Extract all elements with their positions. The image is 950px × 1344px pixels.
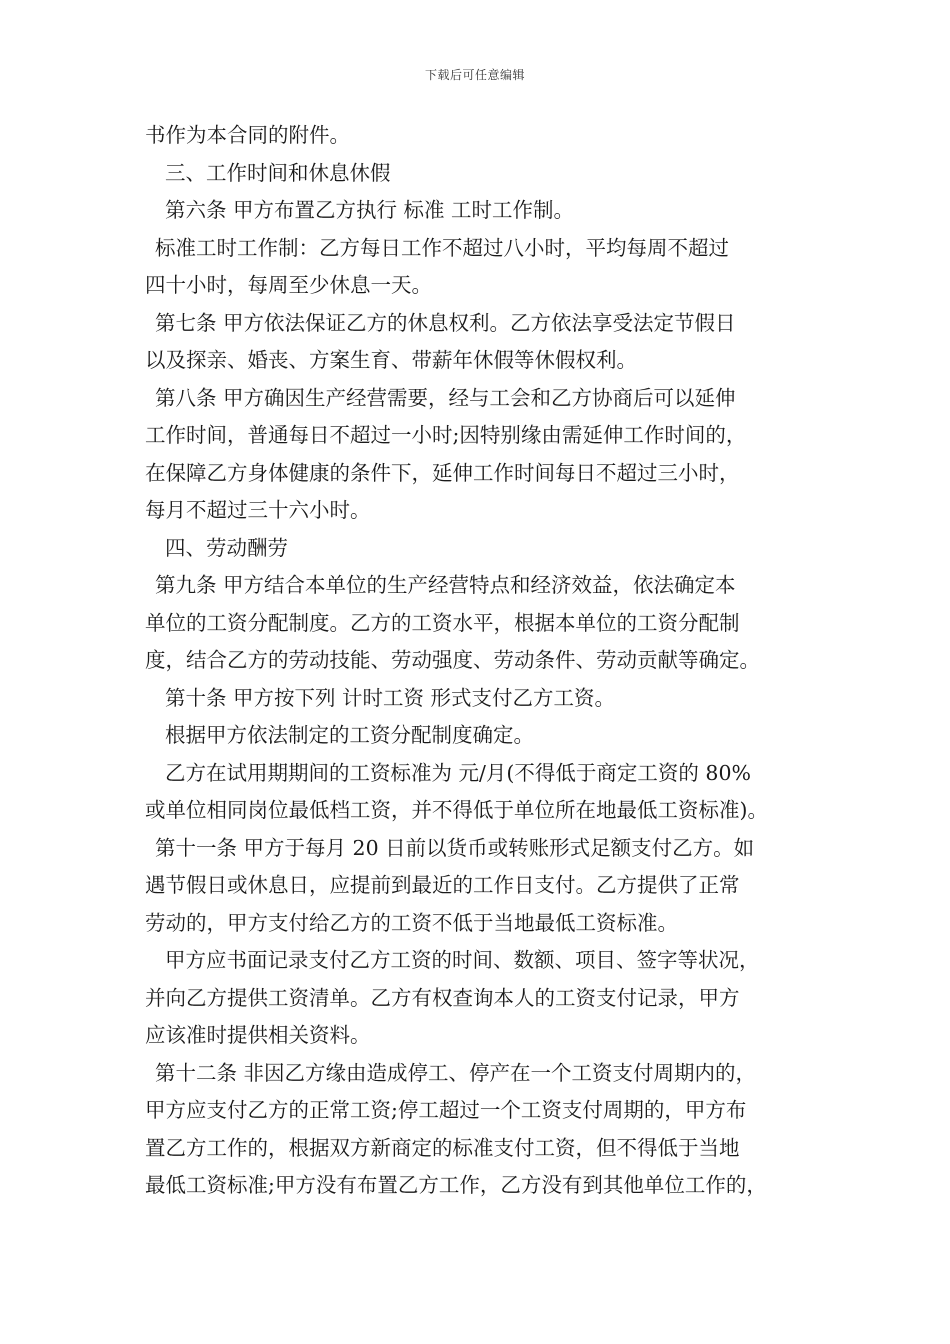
document-body <box>145 117 813 1205</box>
text-line: 最低工资标准;甲方没有布置乙方工作，乙方没有到其他单位工作的， <box>145 1173 767 1197</box>
text-line: 根据甲方依法制定的工资分配制度确定。 <box>165 723 534 747</box>
text-line: 置乙方工作的，根据双方新商定的标准支付工资，但不得低于当地 <box>145 1135 740 1160</box>
text-line: 并向乙方提供工资清单。乙方有权查询本人的工资支付记录，甲方 <box>145 985 740 1010</box>
text-line: 第七条 甲方依法保证乙方的休息权利。乙方依法享受法定节假日 <box>155 310 736 335</box>
section-heading: 三、工作时间和休息休假 <box>165 160 391 185</box>
text-line: 遇节假日或休息日，应提前到最近的工作日支付。乙方提供了正常 <box>145 873 740 897</box>
text-line: 或单位相同岗位最低档工资，并不得低于单位所在地最低工资标准)。 <box>145 798 768 822</box>
text-line: 度，结合乙方的劳动技能、劳动强度、劳动条件、劳动贡献等确定。 <box>145 648 760 672</box>
text-line: 乙方在试用期期间的工资标准为 元/月(不得低于商定工资的 80% <box>165 760 752 785</box>
text-line: 单位的工资分配制度。乙方的工资水平，根据本单位的工资分配制 <box>145 610 740 635</box>
text-line: 工作时间，普通每日不超过一小时;因特别缘由需延伸工作时间的， <box>145 423 747 447</box>
text-line: 第十条 甲方按下列 计时工资 形式支付乙方工资。 <box>165 685 616 710</box>
text-line: 书作为本合同的附件。 <box>145 123 350 147</box>
text-line: 在保障乙方身体健康的条件下，延伸工作时间每日不超过三小时， <box>145 460 740 485</box>
text-line: 应该准时提供相关资料。 <box>145 1023 371 1047</box>
text-line: 第九条 甲方结合本单位的生产经营特点和经济效益，依法确定本 <box>155 573 736 597</box>
section-heading: 四、劳动酬劳 <box>165 535 288 560</box>
text-line: 四十小时，每周至少休息一天。 <box>145 273 432 297</box>
text-line: 每月不超过三十六小时。 <box>145 498 371 522</box>
text-line: 甲方应书面记录支付乙方工资的时间、数额、项目、签字等状况， <box>165 948 760 972</box>
text-line: 劳动的，甲方支付给乙方的工资不低于当地最低工资标准。 <box>145 910 678 935</box>
text-line: 第十二条 非因乙方缘由造成停工、停产在一个工资支付周期内的， <box>155 1060 757 1085</box>
text-line: 甲方应支付乙方的正常工资;停工超过一个工资支付周期的，甲方布 <box>145 1098 747 1122</box>
page-header: 下载后可任意编辑 <box>424 68 525 82</box>
text-line: 第十一条 甲方于每月 20 日前以货币或转账形式足额支付乙方。如 <box>155 835 755 860</box>
text-line: 以及探亲、婚丧、方案生育、带薪年休假等休假权利。 <box>145 348 637 372</box>
text-line: 第六条 甲方布置乙方执行 标准 工时工作制。 <box>165 198 575 222</box>
text-line: 第八条 甲方确因生产经营需要，经与工会和乙方协商后可以延伸 <box>155 385 736 410</box>
text-line: 标准工时工作制：乙方每日工作不超过八小时，平均每周不超过 <box>155 235 729 260</box>
